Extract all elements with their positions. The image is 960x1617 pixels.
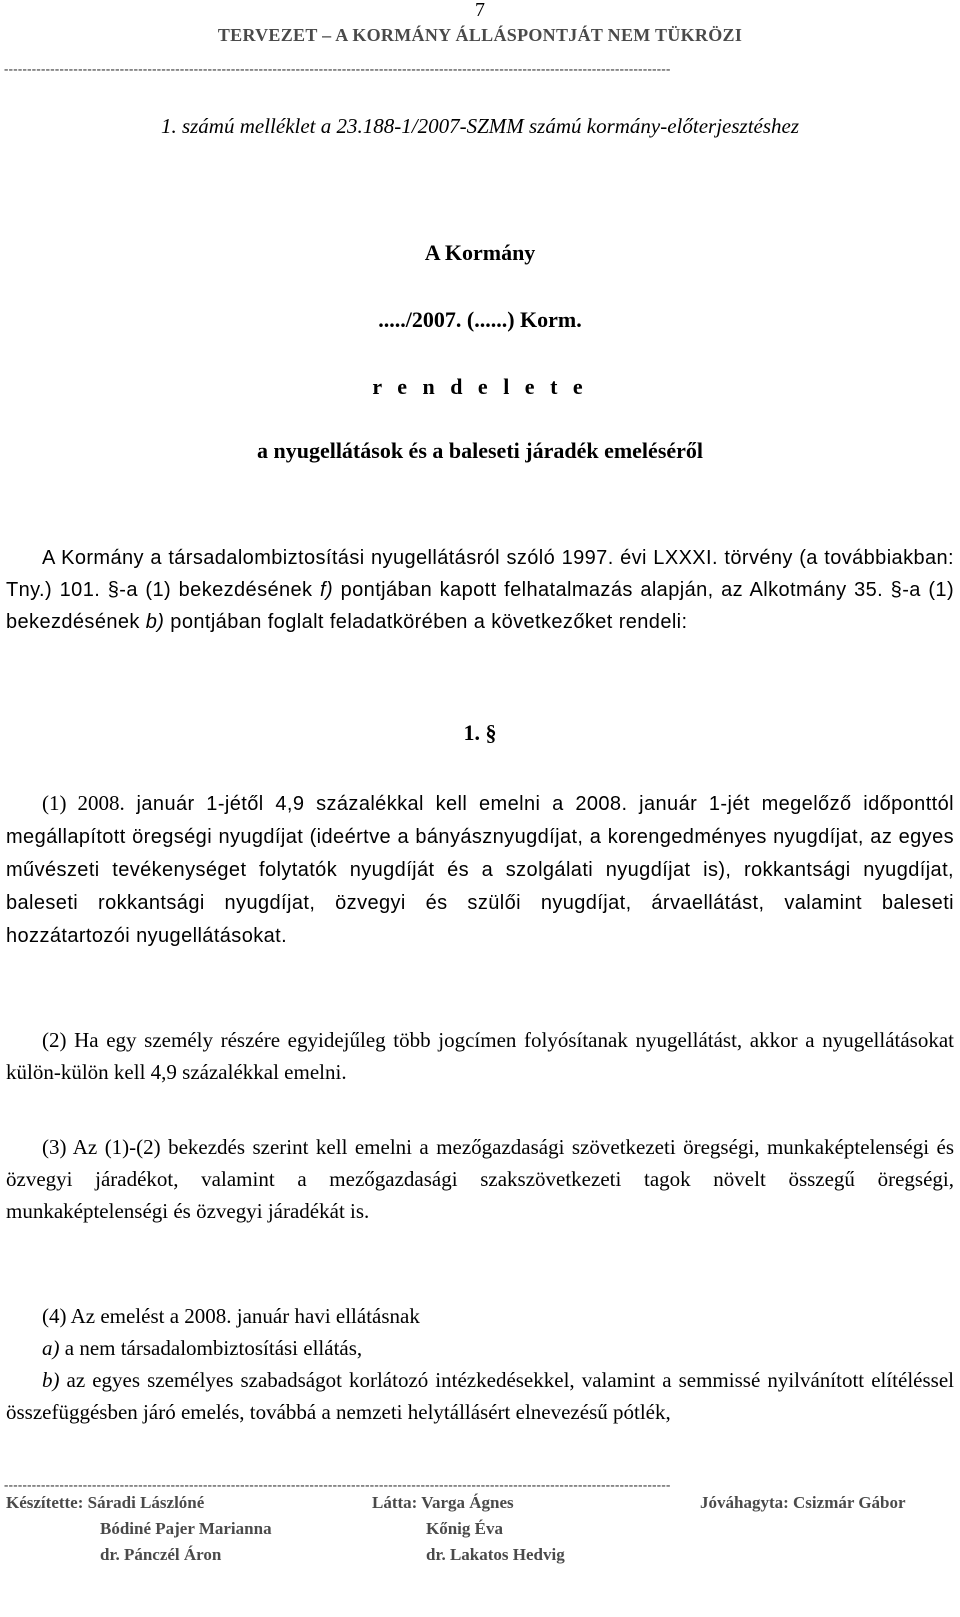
point-b-text: az egyes személyes szabadságot korlátozó intézkedésekkel, valamint a semmissé nyilvánított elítéléssel összefüggésben járó emelés, továbbá a nemzeti helytállásért elnevezésű pótlék, <box>6 1368 954 1424</box>
preamble-text-3: pontjában foglalt feladatkörében a következőket rendeli: <box>164 611 688 633</box>
prepared-by-3: dr. Pánczél Áron <box>100 1545 222 1564</box>
preamble-text-1: A Kormány a társadalombiztosítási nyugellátásról szóló 1997. évi LXXXI. törvény (a továbbiakban: Tny.) 101. §-a (1) bekezdésének <box>6 547 954 601</box>
preamble-point-f: f) <box>320 579 334 601</box>
footer-prepared-by <box>6 1490 272 1568</box>
footer-separator: ------------------------------------------------------------------------------------------------------------------------------------------------ <box>4 1478 671 1492</box>
preamble <box>6 542 954 638</box>
decree-issuer: A Kormány <box>424 240 536 265</box>
point-a-text: a nem társadalombiztosítási ellátás, <box>59 1336 363 1360</box>
header-separator: ------------------------------------------------------------------------------------------------------------------------------------------------ <box>4 62 671 76</box>
point-b-marker: b) <box>42 1368 60 1392</box>
decree-type: r e n d e l e t e <box>372 374 588 399</box>
point-a-marker: a) <box>42 1336 60 1360</box>
draft-notice: TERVEZET – A KORMÁNY ÁLLÁSPONTJÁT NEM TÜKRÖZI <box>217 25 743 45</box>
decree-number: ...../2007. (......) Korm. <box>378 307 582 332</box>
seen-by-1: Látta: Varga Ágnes <box>372 1493 514 1512</box>
footer-approved-by <box>700 1490 906 1516</box>
paragraph-1-text: január 1-jétől 4,9 százalékkal kell emelni a 2008. január 1-jét megelőző időponttól megállapított öregségi nyugdíjat (ideértve a bányásznyugdíjat, a korengedményes nyugdíjat, az egyes művészeti tevékenységet folytatók nyugdíját és a szolgálati nyugdíjat is), rokkantsági nyugdíjat, baleseti rokkantsági nyugdíjat, özvegyi és szülői nyugdíjat, árvaellátást, valamint baleseti hozzátartozói nyugellátásokat. <box>6 793 954 947</box>
prepared-by-1: Készítette: Sáradi Lászlóné <box>6 1493 205 1512</box>
paragraph-4-point-b <box>6 1364 954 1428</box>
prepared-by-2: Bódiné Pajer Marianna <box>100 1519 272 1538</box>
approved-by-1: Jóváhagyta: Csizmár Gábor <box>700 1493 906 1512</box>
page-number: 7 <box>475 0 485 21</box>
footer-seen-by <box>372 1490 565 1568</box>
paragraph-4-intro: (4) Az emelést a 2008. január havi ellátásnak <box>42 1304 420 1328</box>
seen-by-2: Kőnig Éva <box>426 1519 503 1538</box>
paragraph-3: (3) Az (1)-(2) bekezdés szerint kell emelni a mezőgazdasági szövetkezeti öregségi, munkaképtelenségi és özvegyi járadékot, valamint a mezőgazdasági szakszövetkezeti tagok növelt összegű öregségi, munkaképtelenségi és özvegyi járadékát is. <box>6 1135 954 1223</box>
annex-title: 1. számú melléklet a 23.188-1/2007-SZMM számú kormány-előterjesztéshez <box>160 114 800 138</box>
paragraph-4-point-a <box>6 1332 954 1364</box>
section-heading: 1. § <box>463 720 497 745</box>
paragraph-1-lead: (1) 2008. <box>42 791 125 815</box>
decree-subject: a nyugellátások és a baleseti járadék emeléséről <box>256 438 704 463</box>
paragraph-2: (2) Ha egy személy részére egyidejűleg több jogcímen folyósítanak nyugellátást, akkor a nyugellátásokat külön-külön kell 4,9 százalékkal emelni. <box>6 1028 954 1084</box>
preamble-point-b: b) <box>145 611 165 633</box>
seen-by-3: dr. Lakatos Hedvig <box>426 1545 565 1564</box>
paragraph-4 <box>6 1300 954 1428</box>
preamble-text-2: pontjában kapott felhatalmazás alapján, az Alkotmány 35. §-a (1) bekezdésének <box>6 579 954 633</box>
paragraph-1 <box>6 787 954 952</box>
